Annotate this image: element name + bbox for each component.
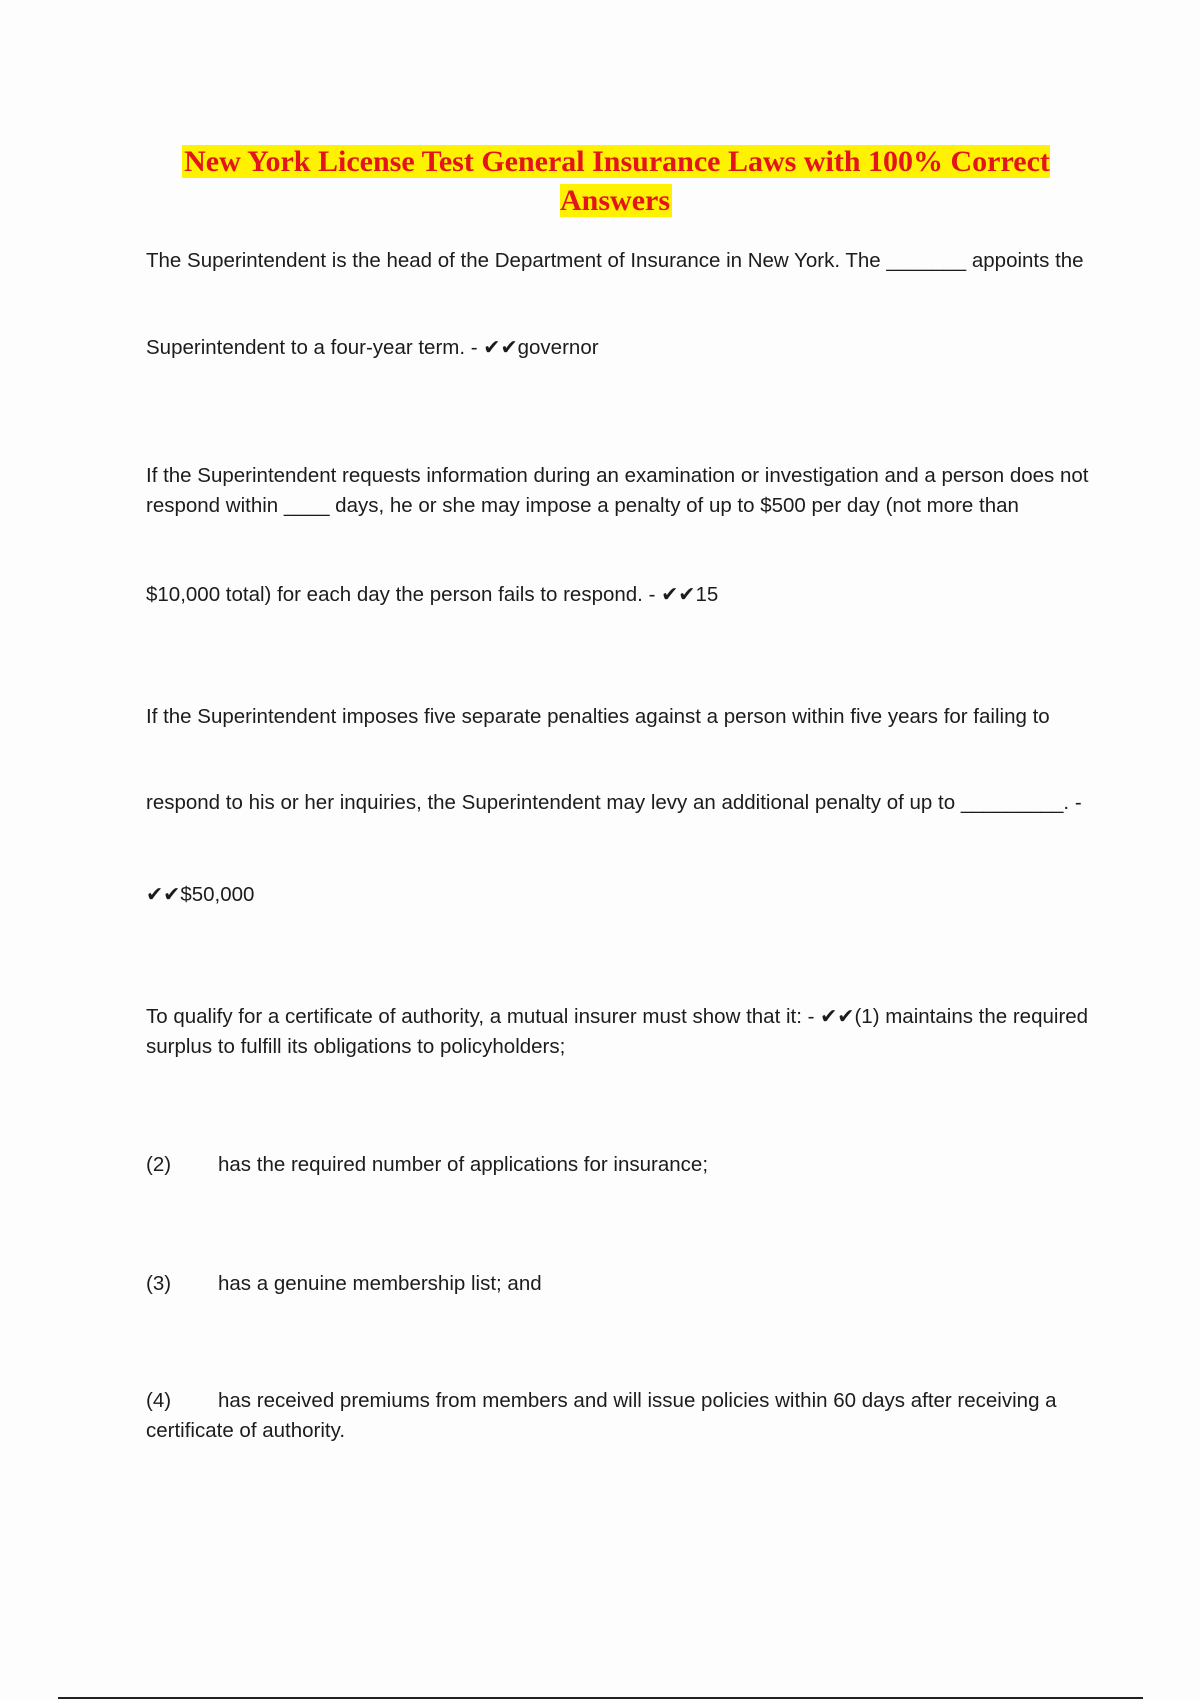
question-4-item-2 [146,1150,1096,1180]
item-4-number: (4) [146,1389,172,1412]
question-3-part-b: respond to his or her inquiries, the Superintendent may levy an additional penalty of up to _________. - [146,791,1082,814]
item-4-text: has received premiums from members and will issue policies within 60 days after receiving a certificate of authority. [146,1389,1057,1442]
page-bottom-rule [58,1697,1143,1699]
question-2-part-a: If the Superintendent requests information during an examination or investigation and a person does not respond within ____ days, he or she may impose a penalty of up to $500 per day (not more than [146,464,1089,517]
question-1-answer: Superintendent to a four-year term. - ✔✔governor [146,336,599,359]
question-4-answer-item-1: To qualify for a certificate of authority, a mutual insurer must show that it: - ✔✔(1) maintains the required surplus to fulfill its obligations to policyholders; [146,1005,1089,1058]
item-2-number: (2) [146,1153,172,1176]
item-3-text: has a genuine membership list; and [218,1272,542,1295]
question-3-part-a: If the Superintendent imposes five separate penalties against a person within five years for failing to [146,705,1050,728]
document-title [146,142,1086,220]
question-2-answer: $10,000 total) for each day the person fails to respond. - ✔✔15 [146,583,719,606]
question-3-answer: ✔✔$50,000 [146,883,255,906]
question-1-part-a: The Superintendent is the head of the Department of Insurance in New York. The _______ appoints the [146,249,1084,272]
item-2-text: has the required number of applications for insurance; [218,1153,709,1176]
title-text: New York License Test General Insurance Laws with 100% Correct Answers [184,145,1050,217]
item-3-number: (3) [146,1272,172,1295]
question-4-item-4 [146,1386,1096,1446]
question-4-item-3 [146,1269,1096,1299]
